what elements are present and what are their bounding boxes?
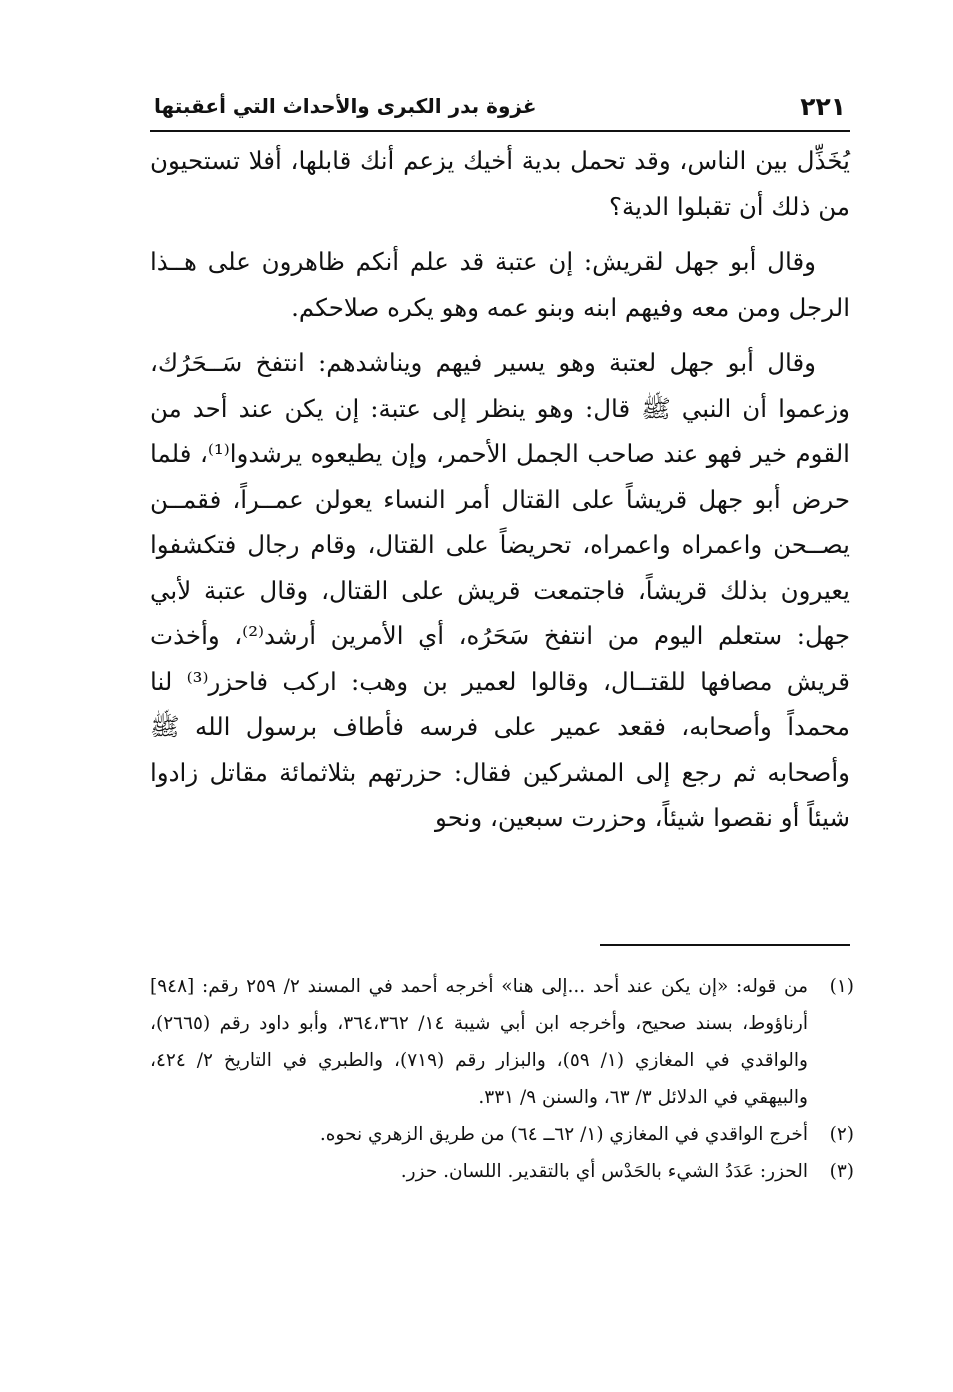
footnote-number: (١) <box>829 976 854 997</box>
body-paragraph: وقال أبو جهل لقريش: إن عتبة قد علم أنكم ظاهرون على هــذا الرجل ومن معه وفيهم ابنه وبنو عمه وهو يكره صلاحكم. <box>150 247 850 322</box>
footnote-3 <box>150 1153 854 1190</box>
footnote-number: (٢) <box>829 1124 854 1145</box>
page-number: ٢٢١ <box>800 92 846 121</box>
running-title: غزوة بدر الكبرى والأحداث التي أعقبتها <box>154 94 537 118</box>
footnote-separator <box>600 944 850 946</box>
footnote-number: (٣) <box>829 1161 854 1182</box>
footnote-text: من قوله: «إن يكن عند أحد ...إلى هنا» أخرجه أحمد في المسند ٢/ ٢٥٩ رقم: [٩٤٨] أرناؤوط، بسند صحيح، وأخرجه ابن أبي شيبة ١٤/ ٣٦٤،٣٦٢، وأبو داود رقم (٢٦٦٥)، والواقدي في المغازي (١/ ٥٩)، والبزار رقم (٧١٩)، والطبري في التاريخ ٢/ ٤٢٤، والبيهقي في الدلائل ٣/ ٦٣، والسنن ٩/ ٣٣١. <box>150 976 808 1108</box>
body-paragraph: وقال أبو جهل لعتبة وهو يسير فيهم ويناشدهم: انتفخ سَــحَرُك، وزعموا أن النبي ﷺ قال: وهو ينظر إلى عتبة: إن يكن عند أحد من القوم خير فهو عند صاحب الجمل الأحمر، وإن يطيعوه يرشدوا⁽¹⁾، فلما حرض أبو جهل قريشاً على القتال أمر النساء يعولن عمــراً، فقمــن يصــحن واعمراه واعمراه، تحريضاً على القتال، وقام رجال فتكشفوا يعيرون بذلك قريشاً، فاجتمعت قريش على القتال، وقال عتبة لأبي جهل: ستعلم اليوم من انتفخ سَحَرُه، أي الأمرين أرشد⁽²⁾، وأخذت قريش مصافها للقتــال، وقالوا لعمير بن وهب: اركب فاحزر⁽³⁾ لنا محمداً وأصحابه، فقعد عمير على فرسه فأطاف برسول الله ﷺ وأصحابه ثم رجع إلى المشركين فقال: حزرتهم بثلاثمائة مقاتل زادوا شيئاً أو نقصوا شيئاً، وحزرت سبعين، ونحو <box>150 348 850 832</box>
page-header <box>150 92 850 132</box>
main-text <box>150 138 850 851</box>
body-paragraph: يُخَذِّل بين الناس، وقد تحمل بدية أخيك يزعم أنك قابلها، أفلا تستحيون من ذلك أن تقبلوا الدية؟ <box>150 146 850 221</box>
footnote-text: أخرج الواقدي في المغازي (١/ ٦٢ــ ٦٤) من طريق الزهري نحوه. <box>319 1124 808 1145</box>
footnote-2 <box>150 1116 854 1153</box>
footnote-1 <box>150 968 854 1116</box>
footnote-text: الحزر: عَدَدُ الشيء بالحَدْس أي بالتقدير. اللسان. حزر. <box>400 1161 808 1182</box>
footnotes <box>150 968 854 1190</box>
